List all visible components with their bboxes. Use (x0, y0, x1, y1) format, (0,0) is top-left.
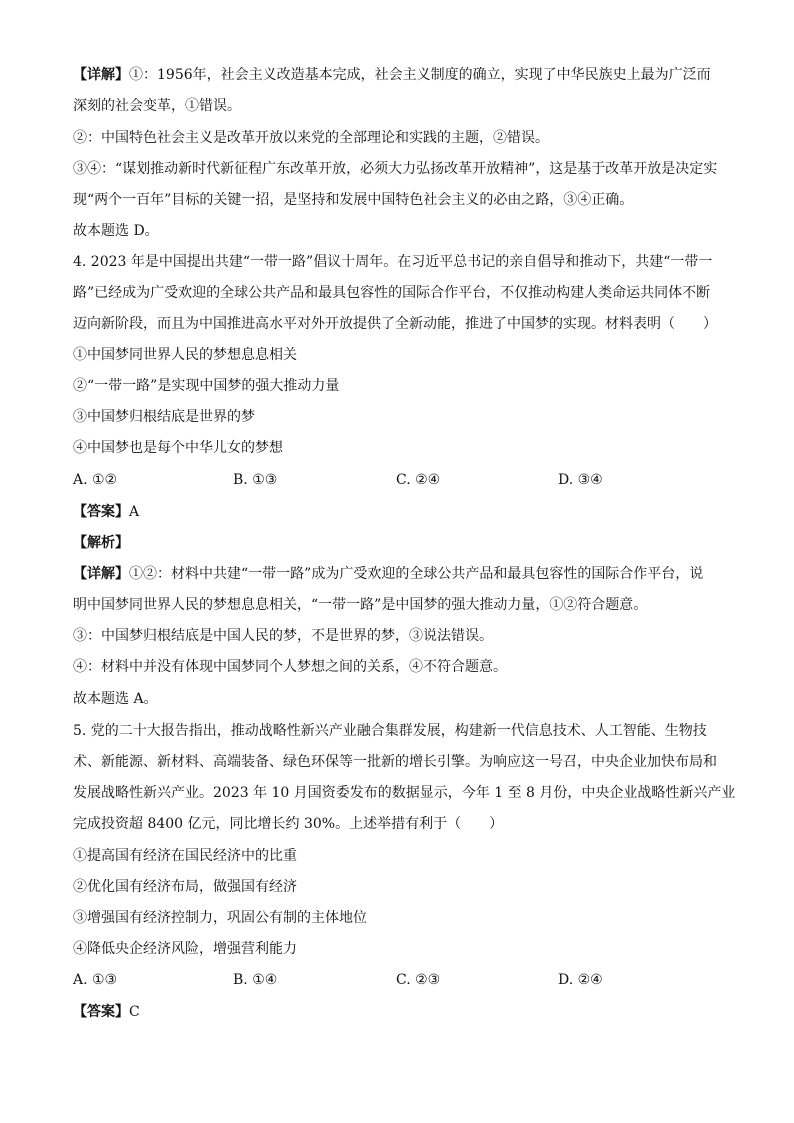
q4-explain-conclusion: 故本题选 A。 (73, 691, 158, 707)
explain3-line-2: 深刻的社会变革，①错误。 (73, 98, 241, 114)
explain3-line-1: 【详解】①：1956年，社会主义改造基本完成，社会主义制度的确立，实现了中华民族史上最为广泛而 (73, 67, 711, 83)
q5-option-a: A. ①③ (73, 972, 118, 988)
answer-tag: 【答案】 (73, 1004, 129, 1020)
q4-statement-4: ④中国梦也是每个中华儿女的梦想 (73, 440, 283, 456)
q5-answer-value: C (129, 1004, 140, 1020)
q4-statement-3: ③中国梦归根结底是世界的梦 (73, 409, 255, 425)
explain-tag: 【详解】 (73, 566, 129, 582)
q4-explain-line-1: 【详解】①②：材料中共建“一带一路”成为广受欢迎的全球公共产品和最具包容性的国际合作平台，说 (73, 566, 704, 582)
q5-statement-1: ①提高国有经济在国民经济中的比重 (73, 848, 297, 864)
explain3-line-3: ②：中国特色社会主义是改革开放以来党的全部理论和实践的主题，②错误。 (73, 130, 549, 146)
explain3-line-5: 现“两个一百年”目标的关键一招，是坚持和发展中国特色社会主义的必由之路，③④正确。 (73, 192, 634, 208)
q5-option-c: C. ②③ (396, 972, 441, 988)
q4-explain-line-3: ③：中国梦归根结底是中国人民的梦，不是世界的梦，③说法错误。 (73, 628, 493, 644)
q5-statement-3: ③增强国有经济控制力，巩固公有制的主体地位 (73, 910, 367, 926)
explain3-line-4: ③④：“谋划推动新时代新征程广东改革开放，必须大力弘扬改革开放精神”，这是基于改革开放是决定实 (73, 161, 718, 177)
q4-answer-value: A (129, 504, 140, 520)
q5-option-b: B. ①④ (233, 972, 278, 988)
q5-stem-line-4: 完成投资超 8400 亿元，同比增长约 30%。上述举措有利于（ ） (73, 816, 504, 832)
q5-stem-line-3: 发展战略性新兴产业。2023 年 10 月国资委发布的数据显示，今年 1 至 8 月份，中央企业战略性新兴产业 (73, 785, 736, 801)
q4-stem-line-3: 迈向新阶段，而且为中国推进高水平对外开放提供了全新动能，推进了中国梦的实现。材料表明（ ） (73, 316, 717, 332)
q4-answer (73, 502, 754, 522)
q4-option-c: C. ②④ (396, 472, 441, 488)
q5-statement-4: ④降低央企经济风险，增强营利能力 (73, 941, 297, 957)
q4-option-b: B. ①③ (233, 472, 278, 488)
explain-tag: 【详解】 (73, 67, 129, 83)
q4-options (73, 470, 753, 490)
q4-option-d: D. ③④ (558, 472, 603, 488)
q5-stem-line-1: 5. 党的二十大报告指出，推动战略性新兴产业融合集群发展，构建新一代信息技术、人工智能、生物技 (73, 723, 707, 739)
analysis-tag: 【解析】 (73, 535, 129, 551)
explain3-conclusion: 故本题选 D。 (73, 223, 159, 239)
q4-explain-line-4: ④：材料中并没有体现中国梦同个人梦想之间的关系，④不符合题意。 (73, 659, 507, 675)
q4-option-a: A. ①② (73, 472, 118, 488)
q5-stem-line-2: 术、新能源、新材料、高端装备、绿色环保等一批新的增长引擎。为响应这一号召，中央企业加快布局和 (73, 754, 717, 770)
q5-options (73, 970, 753, 990)
q4-statement-2: ②“一带一路”是实现中国梦的强大推动力量 (73, 378, 340, 394)
q5-option-d: D. ②④ (558, 972, 603, 988)
q4-analysis (73, 533, 754, 553)
q4-statement-1: ①中国梦同世界人民的梦想息息相关 (73, 347, 297, 363)
q5-statement-2: ②优化国有经济布局，做强国有经济 (73, 879, 297, 895)
q4-stem-line-2: 路”已经成为广受欢迎的全球公共产品和最具包容性的国际合作平台，不仅推动构建人类命运共同体不断 (73, 285, 711, 301)
q5-answer (73, 1002, 754, 1022)
q4-stem-line-1: 4. 2023 年是中国提出共建“一带一路”倡议十周年。在习近平总书记的亲自倡导和推动下，共建“一带一 (73, 254, 713, 270)
answer-tag: 【答案】 (73, 504, 129, 520)
q4-explain-line-2: 明中国梦同世界人民的梦想息息相关，“一带一路”是中国梦的强大推动力量，①②符合题意。 (73, 597, 648, 613)
